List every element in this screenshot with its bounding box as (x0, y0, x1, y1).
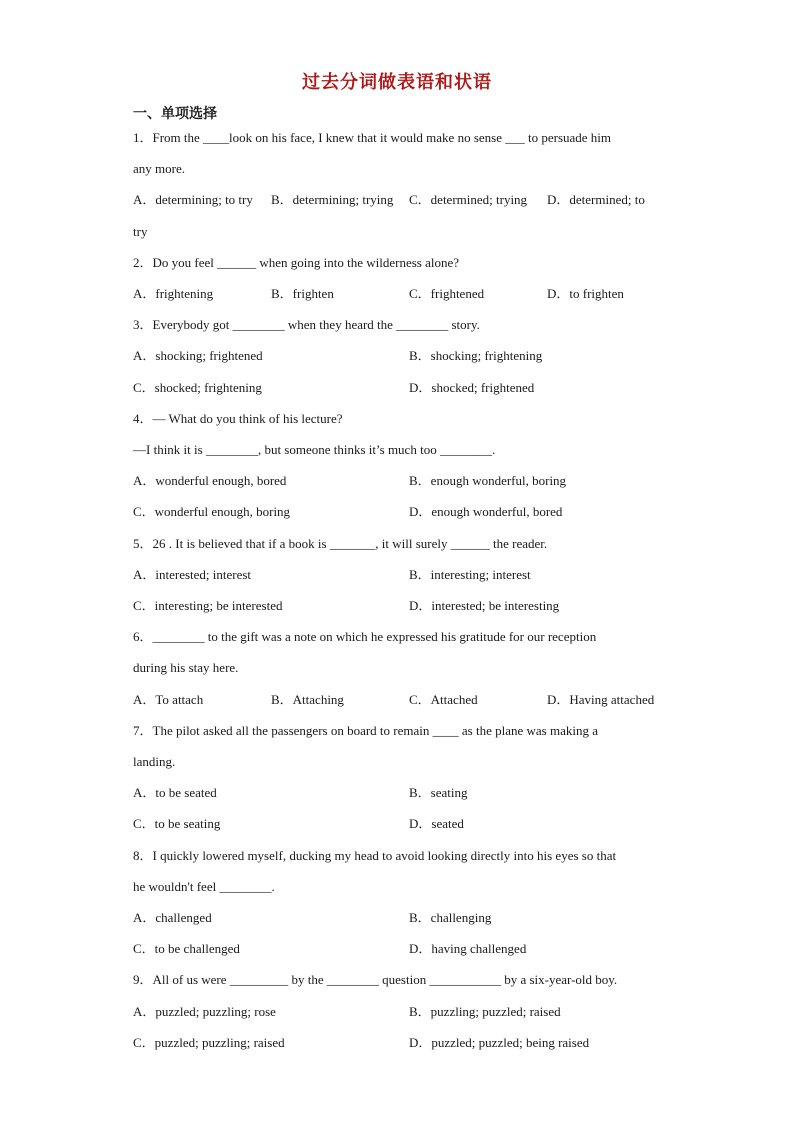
question-8-option-c[interactable]: C．to be challenged (133, 941, 240, 956)
question-1-option-d-continued: try (133, 224, 148, 239)
question-3-option-b[interactable]: B．shocking; frightening (409, 348, 543, 363)
question-8-option-a[interactable]: A．challenged (133, 910, 212, 925)
question-8-option-d[interactable]: D．having challenged (409, 941, 527, 956)
question-4-stem-line-2: —I think it is ________, but someone thinks it’s much too ________. (133, 442, 496, 457)
question-5-option-d[interactable]: D．interested; be interesting (409, 598, 560, 613)
question-5-stem: 5．26 . It is believed that if a book is _______, it will surely ______ the reader. (133, 536, 548, 551)
question-8-option-b[interactable]: B．challenging (409, 910, 492, 925)
question-6-stem-line-1: 6．________ to the gift was a note on which he expressed his gratitude for our reception (133, 629, 597, 644)
question-8-stem-line-2: he wouldn't feel ________. (133, 879, 275, 894)
question-6-option-a[interactable]: A．To attach (133, 692, 204, 707)
question-3-option-c[interactable]: C．shocked; frightening (133, 380, 262, 395)
question-4-option-c[interactable]: C．wonderful enough, boring (133, 504, 291, 519)
question-6-stem-line-2: during his stay here. (133, 660, 239, 675)
question-5-option-b[interactable]: B．interesting; interest (409, 567, 531, 582)
document-title: 过去分词做表语和状语 (302, 72, 492, 93)
question-6-option-c[interactable]: C．Attached (409, 692, 478, 707)
question-1-option-a[interactable]: A．determining; to try (133, 192, 253, 207)
question-1-stem-line-1: 1．From the ____look on his face, I knew that it would make no sense ___ to persuade him (133, 130, 612, 145)
question-9-option-b[interactable]: B．puzzling; puzzled; raised (409, 1004, 561, 1019)
question-4-option-b[interactable]: B．enough wonderful, boring (409, 473, 567, 488)
question-4-stem-line-1: 4．— What do you think of his lecture? (133, 411, 343, 426)
section-heading: 一、单项选择 (133, 106, 217, 122)
question-4-option-d[interactable]: D．enough wonderful, bored (409, 504, 563, 519)
question-3-stem: 3．Everybody got ________ when they heard the ________ story. (133, 317, 480, 332)
question-1-stem-line-2: any more. (133, 161, 185, 176)
question-3-option-a[interactable]: A．shocking; frightened (133, 348, 263, 363)
question-1-option-b[interactable]: B．determining; trying (271, 192, 394, 207)
question-9-option-c[interactable]: C．puzzled; puzzling; raised (133, 1035, 285, 1050)
question-2-option-b[interactable]: B．frighten (271, 286, 334, 301)
question-7-stem-line-2: landing. (133, 754, 176, 769)
question-2-option-c[interactable]: C．frightened (409, 286, 485, 301)
question-5-option-a[interactable]: A．interested; interest (133, 567, 252, 582)
question-5-option-c[interactable]: C．interesting; be interested (133, 598, 283, 613)
question-2-option-a[interactable]: A．frightening (133, 286, 214, 301)
question-7-option-d[interactable]: D．seated (409, 816, 464, 831)
question-1-option-c[interactable]: C．determined; trying (409, 192, 528, 207)
question-8-stem-line-1: 8．I quickly lowered myself, ducking my head to avoid looking directly into his eyes so that (133, 848, 617, 863)
question-7-option-b[interactable]: B．seating (409, 785, 468, 800)
question-7-option-a[interactable]: A．to be seated (133, 785, 217, 800)
question-6-option-b[interactable]: B．Attaching (271, 692, 344, 707)
question-2-stem: 2．Do you feel ______ when going into the wilderness alone? (133, 255, 460, 270)
question-7-stem-line-1: 7．The pilot asked all the passengers on board to remain ____ as the plane was making a (133, 723, 598, 738)
question-4-option-a[interactable]: A．wonderful enough, bored (133, 473, 287, 488)
question-1-option-d[interactable]: D．determined; to (547, 192, 645, 207)
question-3-option-d[interactable]: D．shocked; frightened (409, 380, 535, 395)
question-9-stem: 9．All of us were _________ by the ________ question ___________ by a six-year-old boy. (133, 972, 618, 987)
question-9-option-a[interactable]: A．puzzled; puzzling; rose (133, 1004, 276, 1019)
question-2-option-d[interactable]: D．to frighten (547, 286, 624, 301)
question-9-option-d[interactable]: D．puzzled; puzzled; being raised (409, 1035, 590, 1050)
question-7-option-c[interactable]: C．to be seating (133, 816, 221, 831)
question-6-option-d[interactable]: D．Having attached (547, 692, 655, 707)
